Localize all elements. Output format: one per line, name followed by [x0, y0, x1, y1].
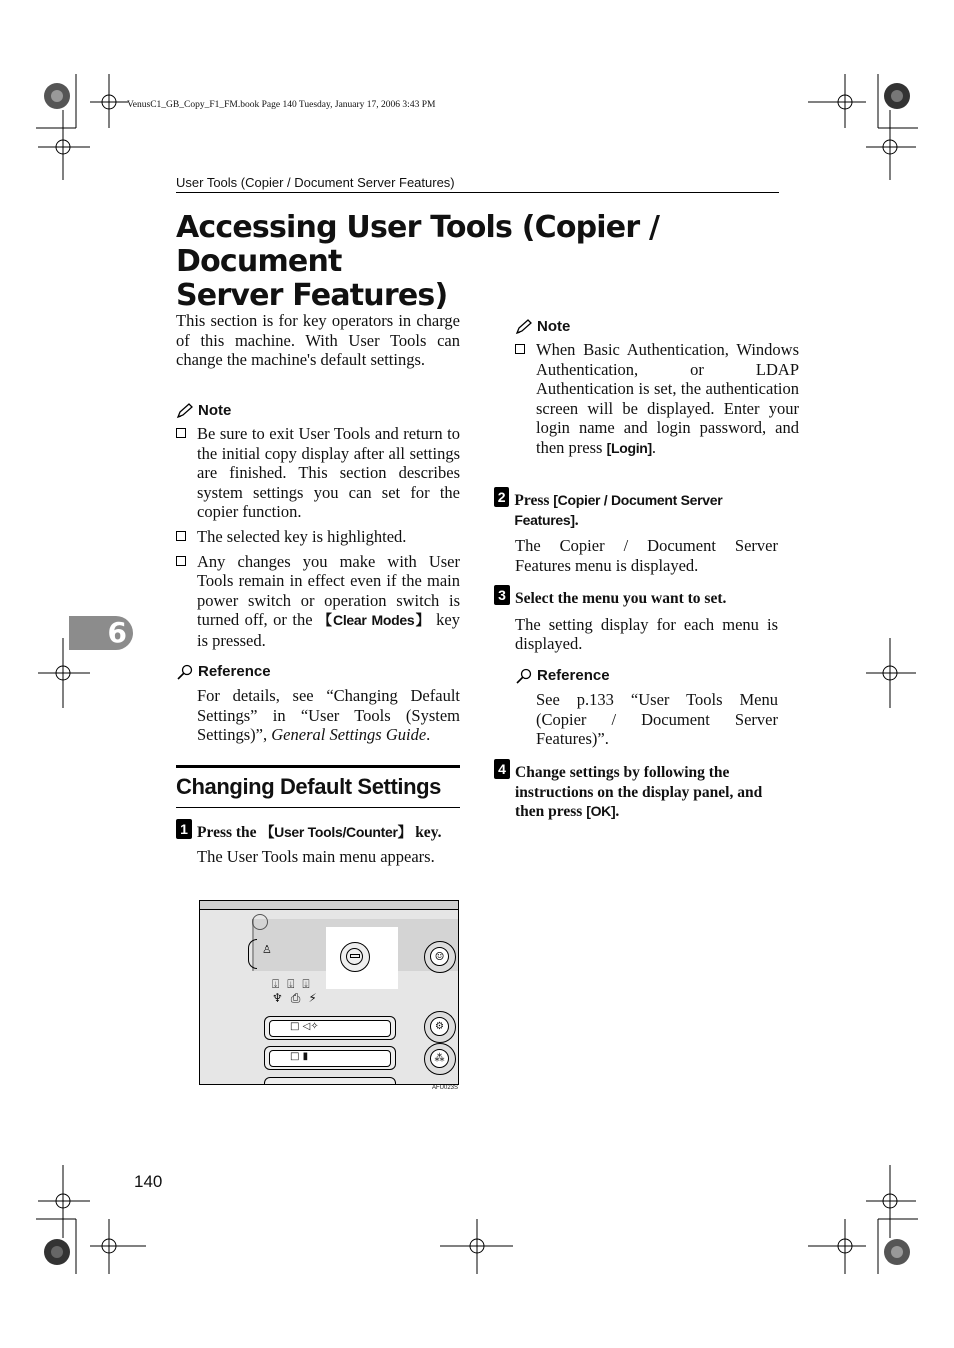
step-1-number: 1	[176, 819, 192, 839]
checkbox-bullet-icon	[176, 531, 186, 541]
running-header: User Tools (Copier / Document Server Features)	[176, 175, 455, 190]
control-panel-illustration: ♙ ⍗⍗⍗ ♆⎙⚡ ☺ ⚙ ⁂ □ ◁✧ □ ▮	[199, 900, 459, 1085]
step-2-number: 2	[494, 487, 509, 507]
step-3-heading: Select the menu you want to set.	[515, 590, 727, 607]
step-4-number: 4	[494, 759, 510, 779]
checkbox-bullet-icon	[515, 344, 525, 354]
checkbox-bullet-icon	[176, 556, 186, 566]
left-note-list	[176, 424, 460, 651]
user-tools-counter-key-label: User Tools/Counter	[274, 824, 398, 840]
step-4	[494, 759, 780, 822]
page-title	[176, 211, 786, 313]
section-rule-top	[176, 765, 460, 768]
reference-label: Reference	[198, 663, 271, 680]
section-rule-bottom	[176, 807, 460, 808]
page-title-line2: Server Features)	[176, 278, 448, 313]
step-1	[176, 819, 462, 866]
copier-document-server-features-key-label: [Copier / Document Server Features]	[514, 492, 723, 528]
step-2-body: The Copier / Document Server Features menu is displayed.	[515, 536, 778, 575]
reference-label: Reference	[537, 667, 610, 684]
ok-key-label: [OK]	[586, 803, 616, 819]
magnifier-icon	[176, 664, 194, 680]
pencil-icon	[176, 403, 194, 419]
list-item: The selected key is highlighted.	[176, 527, 460, 547]
page-title-line1: Accessing User Tools (Copier / Document	[176, 210, 660, 279]
note-label: Note	[537, 318, 571, 335]
magnifier-icon	[515, 668, 533, 684]
left-note-header	[176, 402, 231, 419]
header-rule	[176, 192, 779, 193]
left-reference-header	[176, 663, 271, 680]
section-title: Changing Default Settings	[176, 774, 442, 799]
step-3-body: The setting display for each menu is displayed.	[515, 614, 778, 654]
pencil-icon	[515, 319, 533, 335]
checkbox-bullet-icon	[176, 428, 186, 438]
page-number: 140	[134, 1172, 163, 1191]
left-reference-text: For details, see “Changing Default Settings” in “User Tools (System Settings)”, General Settings Guide.	[197, 686, 460, 745]
note-label: Note	[198, 402, 232, 419]
step-1-heading: Press the 【User Tools/Counter】 key.	[197, 824, 442, 841]
list-item: Any changes you make with User Tools remain in effect even if the main power switch or operation switch is turned off, or the 【Clear Modes】 key is pressed.	[176, 552, 460, 651]
step-1-body: The User Tools main menu appears.	[197, 846, 435, 866]
step-2	[494, 487, 780, 575]
step-3-number: 3	[494, 585, 510, 605]
right-note-header	[515, 318, 570, 335]
user-tools-counter-key-icon	[340, 942, 370, 972]
chapter-tab: 6	[69, 616, 133, 650]
right-reference-text: See p.133 “User Tools Menu (Copier / Document Server Features)”.	[536, 690, 778, 749]
step-2-heading: Press [Copier / Document Server Features].	[514, 492, 723, 529]
right-note-item: When Basic Authentication, Windows Authentication, or LDAP Authentication is set, the authentication screen will be displayed. Enter your login name and login password, and then press [Login].	[515, 340, 799, 459]
list-item: Be sure to exit User Tools and return to the initial copy display after all settings are finished. This section describes system settings you can set for the copier function.	[176, 424, 460, 522]
clear-modes-key-label: Clear Modes	[333, 612, 415, 629]
step-4-heading: Change settings by following the instructions on the display panel, and then press [OK].	[515, 764, 763, 820]
intro-paragraph: This section is for key operators in charge of this machine. With User Tools can change the machine's default settings.	[176, 311, 460, 370]
login-key-label: [Login]	[606, 439, 652, 456]
right-reference-header	[515, 667, 610, 684]
file-info: VenusC1_GB_Copy_F1_FM.book Page 140 Tuesday, January 17, 2006 3:43 PM	[127, 100, 436, 110]
step-3	[494, 585, 780, 654]
figure-code: AFU023S	[432, 1085, 459, 1091]
